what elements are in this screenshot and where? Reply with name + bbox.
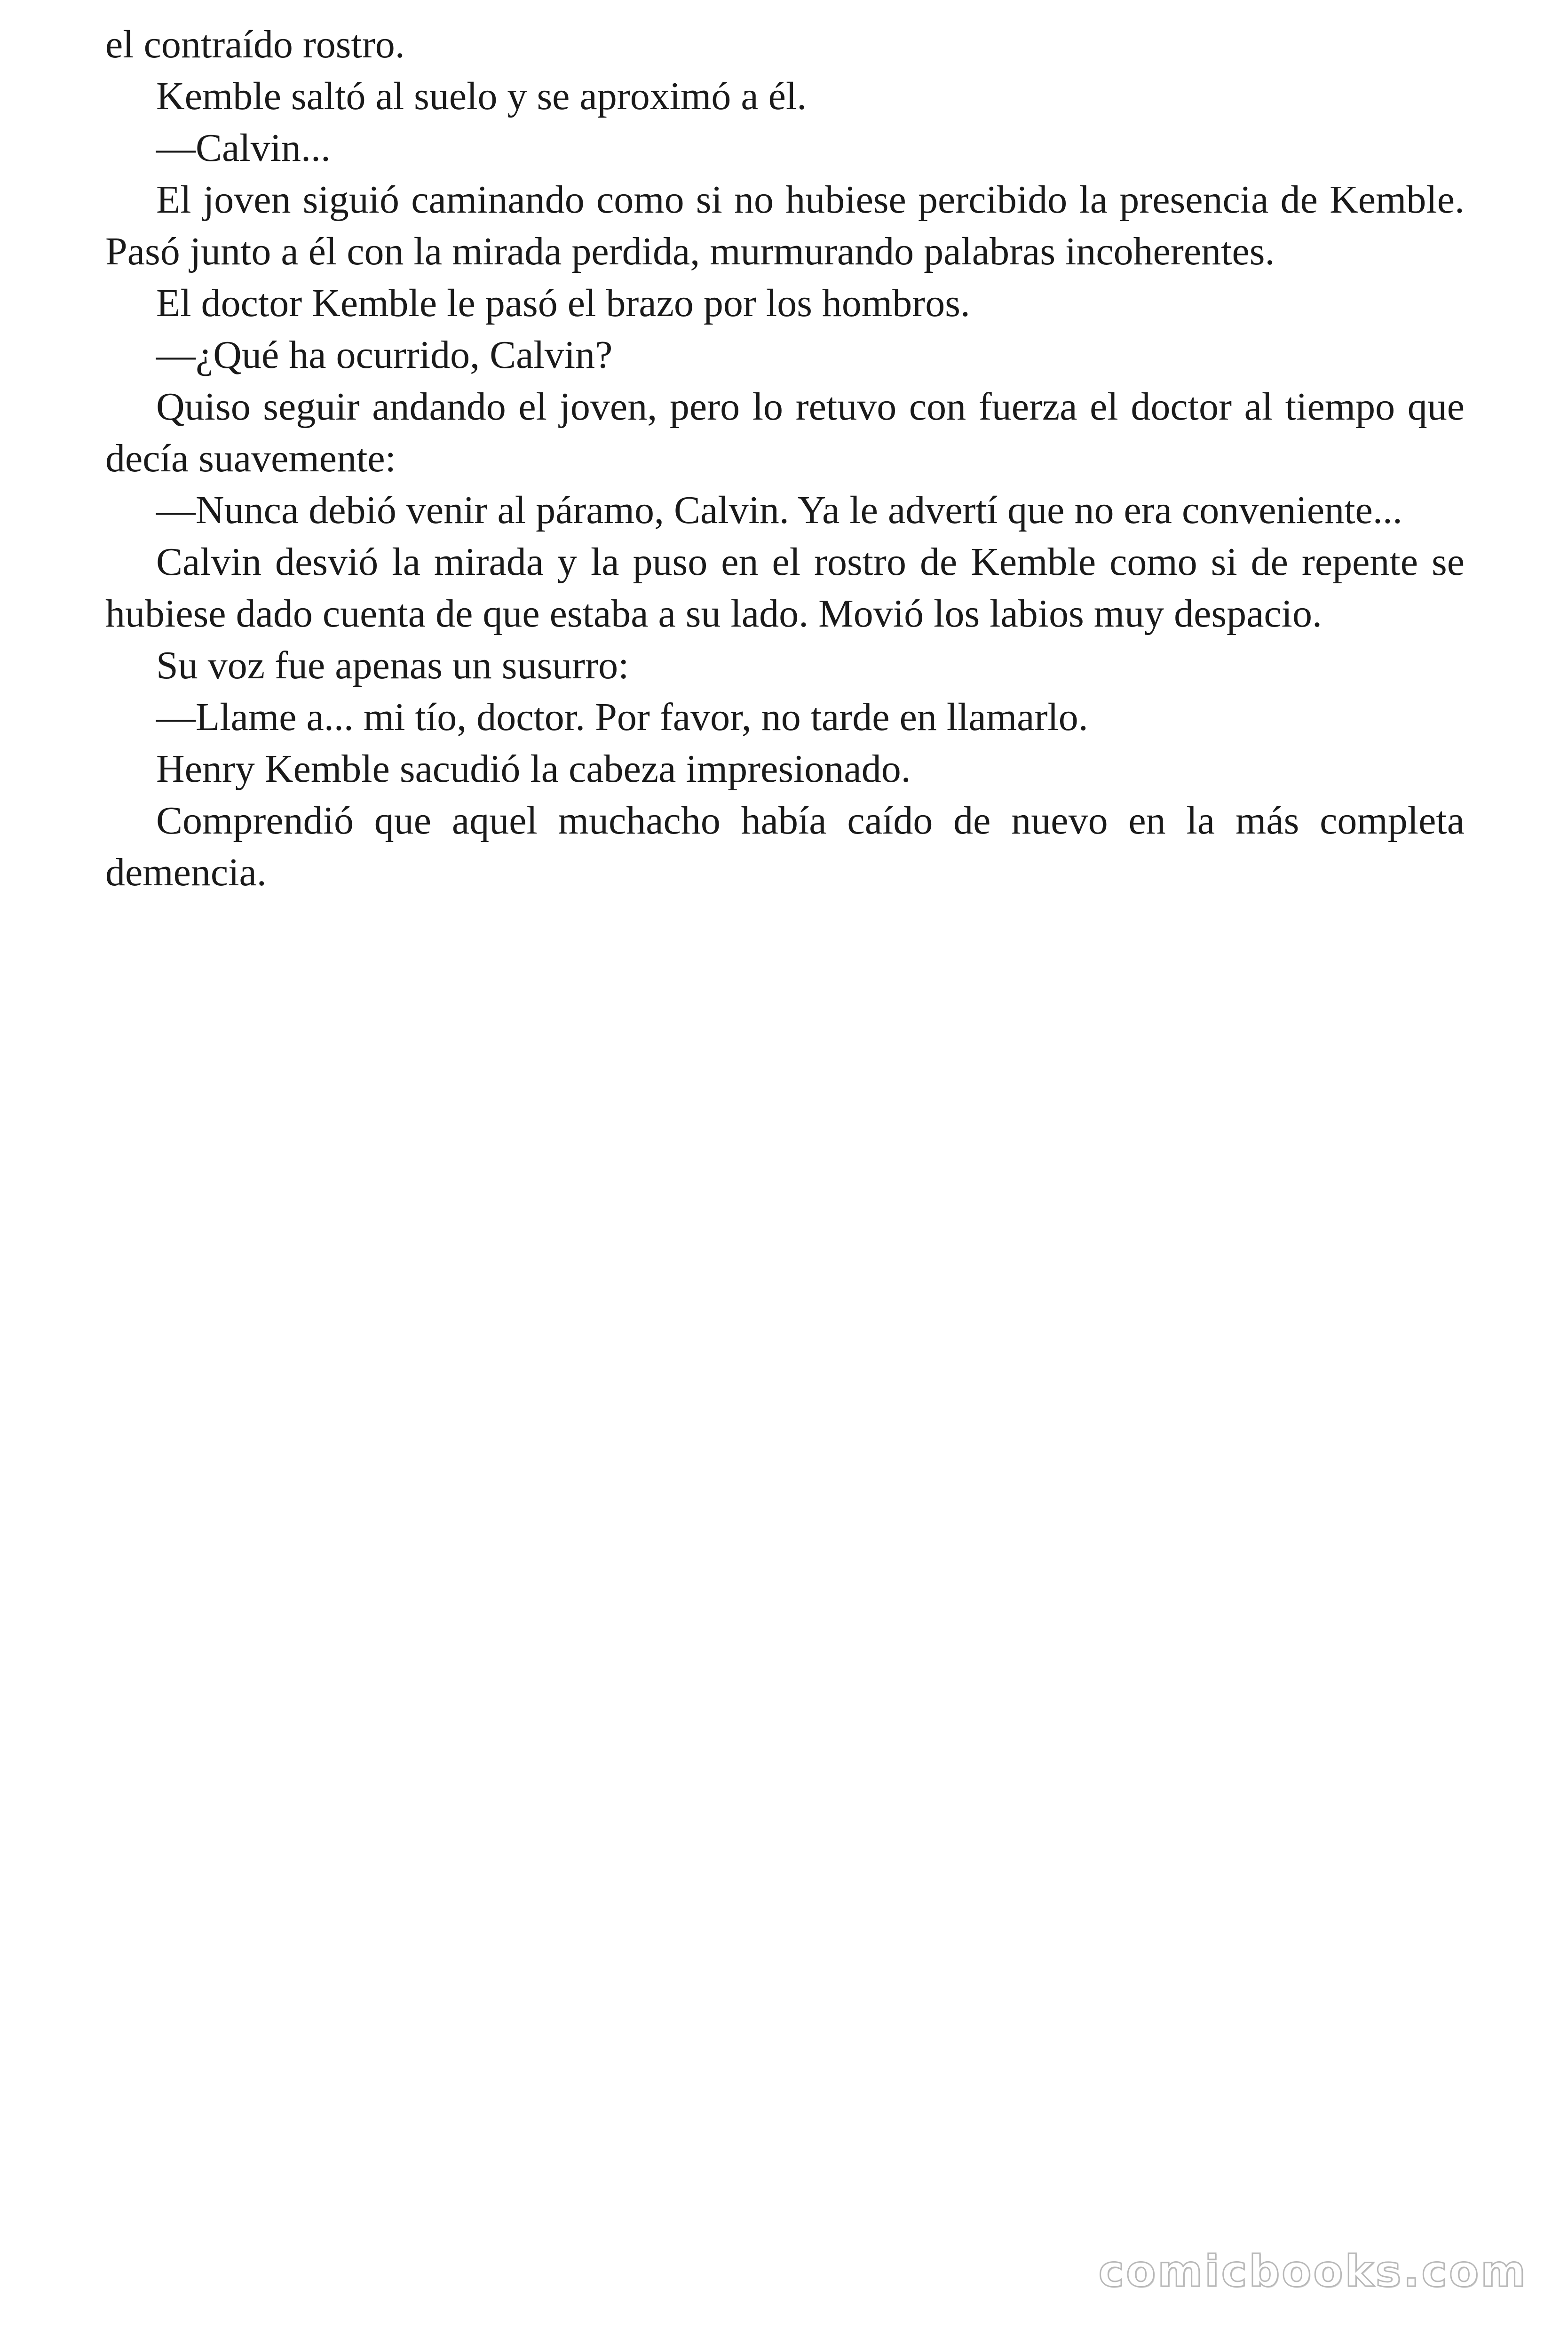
paragraph: —Calvin... xyxy=(156,126,331,170)
paragraph: El joven siguió caminando como si no hubiese percibido la presencia de Kemble. Pasó junto a él con la mirada perdida, murmurando palabras incoherentes. xyxy=(105,178,1465,273)
paragraph: El doctor Kemble le pasó el brazo por los hombros. xyxy=(156,281,970,325)
paragraph: el contraído rostro. xyxy=(105,23,405,66)
paragraph: Henry Kemble sacudió la cabeza impresionado. xyxy=(156,747,911,791)
paragraph: —Llame a... mi tío, doctor. Por favor, no tarde en llamarlo. xyxy=(156,695,1088,739)
paragraph: Quiso seguir andando el joven, pero lo retuvo con fuerza el doctor al tiempo que decía suavemente: xyxy=(105,385,1465,480)
paragraph: —Nunca debió venir al páramo, Calvin. Ya le advertí que no era conveniente... xyxy=(156,488,1402,532)
paragraph: Kemble saltó al suelo y se aproximó a él. xyxy=(156,74,807,118)
paragraph: Su voz fue apenas un susurro: xyxy=(156,644,629,687)
page-text-body xyxy=(105,19,1465,898)
watermark: comicbooks.com xyxy=(1098,2246,1528,2296)
paragraph: Comprendió que aquel muchacho había caído de nuevo en la más completa demencia. xyxy=(105,799,1465,894)
paragraph: Calvin desvió la mirada y la puso en el rostro de Kemble como si de repente se hubiese dado cuenta de que estaba a su lado. Movió los labios muy despacio. xyxy=(105,540,1465,636)
paragraph: —¿Qué ha ocurrido, Calvin? xyxy=(156,333,613,377)
